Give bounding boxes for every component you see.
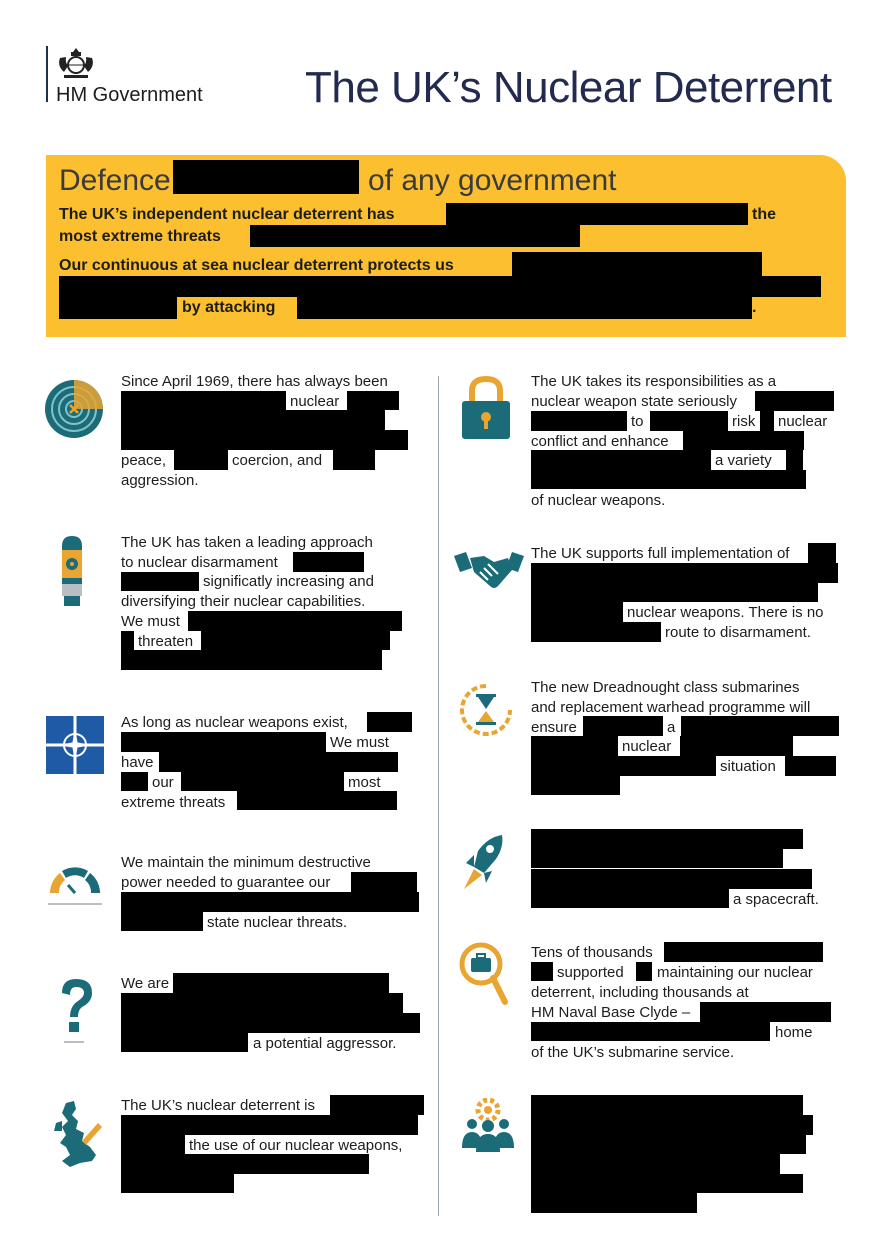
right-item1-line3b: risk bbox=[732, 413, 756, 430]
royal-crest-icon bbox=[56, 46, 96, 85]
left-item3-line5: extreme threats bbox=[121, 794, 226, 811]
redaction-box bbox=[121, 430, 408, 450]
banner-line-1-end: the bbox=[752, 206, 776, 223]
banner-line-3: Our continuous at sea nuclear deterrent protects us bbox=[59, 257, 454, 274]
redaction-box bbox=[121, 1115, 418, 1135]
redaction-box bbox=[531, 1022, 770, 1041]
redaction-box bbox=[159, 752, 398, 772]
logo-rule bbox=[46, 46, 48, 102]
banner-line-5-end: . bbox=[752, 299, 757, 316]
right-item2-line4: nuclear weapons. There is no bbox=[627, 604, 824, 621]
redaction-box bbox=[121, 912, 203, 931]
redaction-box bbox=[121, 410, 385, 430]
right-item3-line3b: a bbox=[667, 719, 676, 736]
banner-line-5-mid: by attacking bbox=[182, 299, 276, 316]
redaction-box bbox=[121, 732, 326, 752]
redaction-box bbox=[59, 297, 177, 319]
redaction-box bbox=[531, 583, 818, 602]
left-item1-line5a: peace, bbox=[121, 452, 167, 469]
column-divider bbox=[438, 376, 439, 1216]
redaction-box bbox=[330, 1095, 424, 1115]
right-item2-line1: The UK supports full implementation of bbox=[531, 545, 790, 562]
redaction-box bbox=[121, 993, 403, 1013]
redaction-box bbox=[650, 411, 728, 431]
redaction-box bbox=[188, 611, 402, 631]
redaction-box bbox=[531, 736, 618, 756]
right-item1-line3a: to bbox=[631, 413, 644, 430]
left-item5-line1: We are bbox=[121, 975, 170, 992]
magnifier-briefcase-icon bbox=[459, 942, 509, 1011]
left-item4-line2: power needed to guarantee our bbox=[121, 874, 331, 891]
left-item4-line4: state nuclear threats. bbox=[207, 914, 348, 931]
redaction-box bbox=[333, 450, 375, 470]
redaction-box bbox=[250, 225, 580, 247]
redaction-box bbox=[531, 962, 553, 981]
redaction-box bbox=[351, 872, 417, 892]
radar-icon bbox=[44, 379, 104, 444]
right-item3-line4: nuclear bbox=[622, 738, 672, 755]
redaction-box bbox=[531, 1193, 697, 1213]
redaction-box bbox=[786, 450, 803, 470]
padlock-icon bbox=[460, 375, 512, 446]
redaction-box bbox=[531, 470, 806, 489]
redaction-box bbox=[531, 756, 716, 776]
redaction-box bbox=[531, 1135, 806, 1154]
redaction-box bbox=[512, 252, 762, 276]
redaction-box bbox=[531, 1154, 780, 1174]
redaction-box bbox=[121, 631, 134, 650]
right-item2-line5: route to disarmament. bbox=[665, 624, 811, 641]
right-item3-line3a: ensure bbox=[531, 719, 577, 736]
left-item3-line1: As long as nuclear weapons exist, bbox=[121, 714, 348, 731]
left-item6-line3: the use of our nuclear weapons, bbox=[189, 1137, 403, 1154]
redaction-box bbox=[760, 411, 774, 431]
right-item5-line3: deterrent, including thousands at bbox=[531, 984, 749, 1001]
right-item5-line4: HM Naval Base Clyde – bbox=[531, 1004, 691, 1021]
banner-line-1-start: The UK’s independent nuclear deterrent has bbox=[59, 206, 395, 223]
left-item1-line5b: coercion, and bbox=[232, 452, 323, 469]
banner-heading-end: of any government bbox=[368, 164, 617, 197]
redaction-box bbox=[121, 1154, 369, 1174]
right-item3-line5: situation bbox=[720, 758, 776, 775]
redaction-box bbox=[531, 1095, 803, 1115]
redaction-box bbox=[531, 602, 623, 622]
left-item2-line6: threaten bbox=[138, 633, 194, 650]
redaction-box bbox=[531, 889, 729, 908]
redaction-box bbox=[121, 650, 382, 670]
redaction-box bbox=[755, 391, 834, 411]
right-item1-line5: a variety bbox=[715, 452, 772, 469]
right-item4-line5: a spacecraft. bbox=[733, 891, 819, 908]
redaction-box bbox=[785, 756, 836, 776]
redaction-box bbox=[347, 391, 399, 410]
redaction-box bbox=[531, 622, 661, 642]
redaction-box bbox=[808, 543, 836, 563]
left-item4-line1: We maintain the minimum destructive bbox=[121, 854, 371, 871]
right-item5-line2b: maintaining our nuclear bbox=[657, 964, 813, 981]
right-item5-line5: home bbox=[775, 1024, 813, 1041]
redaction-box bbox=[121, 892, 419, 912]
redaction-box bbox=[201, 631, 390, 650]
redaction-box bbox=[237, 791, 397, 810]
rocket-icon bbox=[458, 833, 506, 902]
team-gear-icon bbox=[460, 1098, 516, 1159]
left-item2-line1: The UK has taken a leading approach bbox=[121, 534, 373, 551]
left-item1-line6: aggression. bbox=[121, 472, 199, 489]
redaction-box bbox=[121, 1135, 185, 1154]
redaction-box bbox=[121, 1013, 420, 1033]
right-item1-line7: of nuclear weapons. bbox=[531, 492, 666, 509]
right-item5-line1: Tens of thousands bbox=[531, 944, 653, 961]
redaction-box bbox=[583, 716, 663, 736]
redaction-box bbox=[531, 1115, 813, 1135]
redaction-box bbox=[446, 203, 748, 225]
left-item1-line1: Since April 1969, there has always been bbox=[121, 373, 388, 390]
handshake-icon bbox=[454, 548, 524, 597]
question-icon bbox=[56, 977, 96, 1050]
uk-map-icon bbox=[52, 1099, 104, 1178]
redaction-box bbox=[683, 431, 804, 450]
left-item2-line4: diversifying their nuclear capabilities. bbox=[121, 593, 366, 610]
banner-heading-start: Defence bbox=[59, 164, 171, 197]
redaction-box bbox=[121, 772, 148, 791]
gauge-icon bbox=[46, 863, 104, 912]
right-item1-line1: The UK takes its responsibilities as a bbox=[531, 373, 777, 390]
redaction-box bbox=[531, 869, 812, 889]
redaction-box bbox=[367, 712, 412, 732]
redaction-box bbox=[531, 849, 783, 868]
redaction-box bbox=[174, 450, 228, 470]
left-item2-line3: significatly increasing and bbox=[203, 573, 374, 590]
redaction-box bbox=[297, 297, 752, 319]
hm-government-logo-text: HM Government bbox=[56, 84, 203, 106]
redaction-box bbox=[181, 772, 344, 791]
nato-icon bbox=[46, 716, 104, 779]
redaction-box bbox=[681, 716, 839, 736]
redaction-box bbox=[173, 160, 359, 194]
redaction-box bbox=[680, 736, 793, 756]
left-item2-line2: to nuclear disarmament bbox=[121, 554, 278, 571]
bomb-icon bbox=[58, 534, 86, 613]
left-item3-line3: have bbox=[121, 754, 154, 771]
redaction-box bbox=[531, 829, 803, 849]
right-item5-line2a: supported bbox=[557, 964, 624, 981]
left-item3-line4b: most bbox=[348, 774, 381, 791]
redaction-box bbox=[636, 962, 652, 981]
redaction-box bbox=[121, 572, 199, 591]
banner-line-2: most extreme threats bbox=[59, 228, 221, 245]
redaction-box bbox=[59, 276, 821, 297]
redaction-box bbox=[531, 563, 838, 583]
left-item5-line4: a potential aggressor. bbox=[253, 1035, 397, 1052]
hourglass-icon bbox=[458, 682, 514, 743]
right-item5-line6: of the UK’s submarine service. bbox=[531, 1044, 735, 1061]
left-item1-line2: nuclear bbox=[290, 393, 340, 410]
page-title: The UK’s Nuclear Deterrent bbox=[305, 63, 832, 112]
redaction-box bbox=[121, 1033, 248, 1052]
redaction-box bbox=[121, 391, 286, 410]
redaction-box bbox=[121, 1174, 234, 1193]
redaction-box bbox=[531, 776, 620, 795]
redaction-box bbox=[173, 973, 389, 993]
right-item1-line4: conflict and enhance bbox=[531, 433, 669, 450]
redaction-box bbox=[293, 552, 364, 572]
left-item2-line5: We must bbox=[121, 613, 180, 630]
right-item3-line2: and replacement warhead programme will bbox=[531, 699, 811, 716]
right-item1-line2: nuclear weapon state seriously bbox=[531, 393, 737, 410]
left-item6-line1: The UK’s nuclear deterrent is bbox=[121, 1097, 315, 1114]
redaction-box bbox=[531, 411, 627, 431]
redaction-box bbox=[531, 1174, 803, 1193]
right-item1-line3c: nuclear bbox=[778, 413, 828, 430]
redaction-box bbox=[531, 450, 711, 470]
left-item3-line4a: our bbox=[152, 774, 174, 791]
right-item3-line1: The new Dreadnought class submarines bbox=[531, 679, 800, 696]
redaction-box bbox=[664, 942, 823, 962]
redaction-box bbox=[700, 1002, 831, 1022]
left-item3-line2: We must bbox=[330, 734, 389, 751]
